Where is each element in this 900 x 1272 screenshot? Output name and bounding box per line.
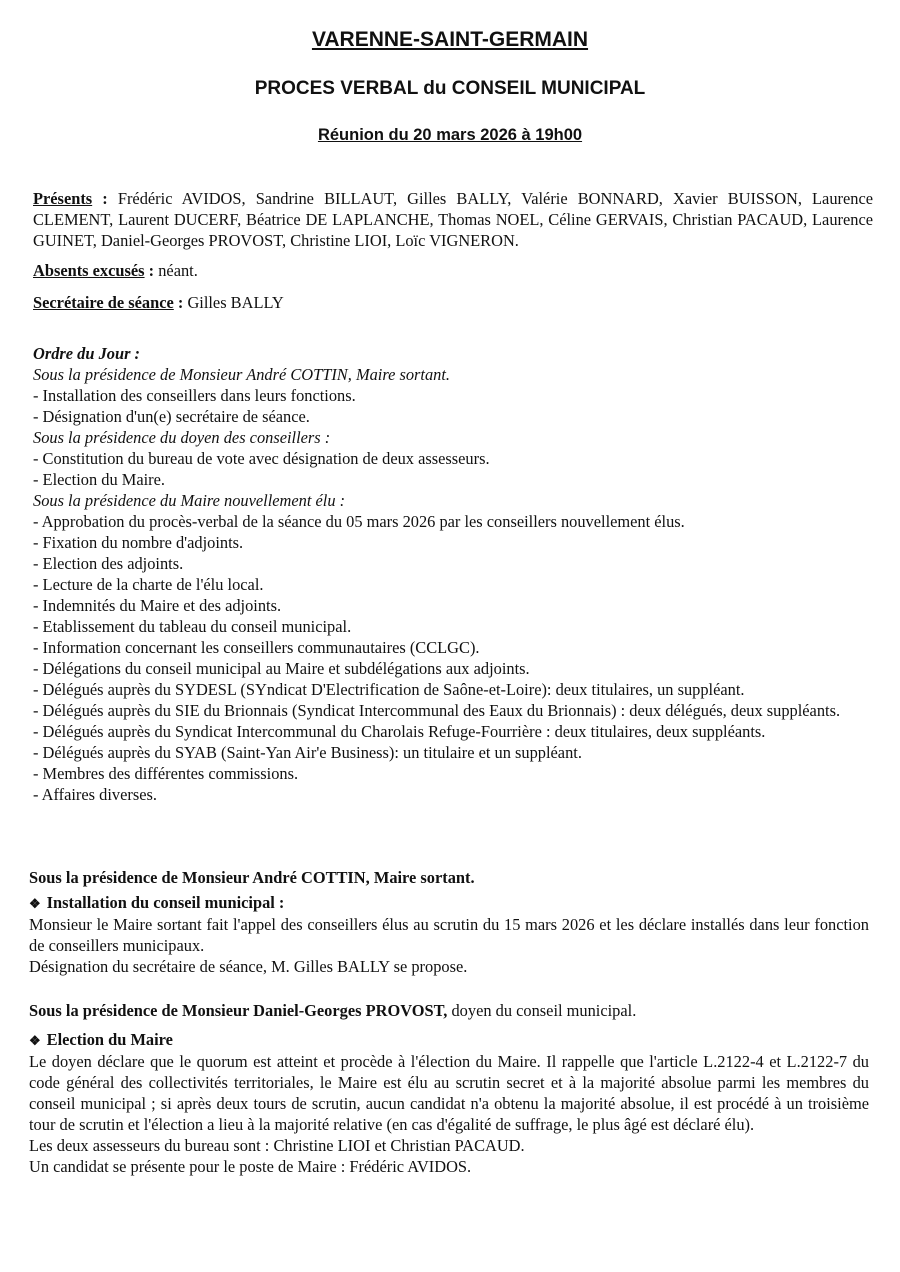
absent-members: Absents excusés : néant. [33, 261, 198, 280]
agenda-item: - Désignation d'un(e) secrétaire de séance. [33, 407, 310, 426]
absent-label: Absents excusés [33, 261, 145, 280]
agenda-item: - Approbation du procès-verbal de la séance du 05 mars 2026 par les conseillers nouvellement élus. [33, 512, 685, 531]
absent-value: néant. [158, 261, 198, 280]
agenda-item: - Installation des conseillers dans leurs fonctions. [33, 386, 356, 405]
diamond-bullet-icon: ❖ [29, 896, 41, 911]
agenda-item: - Election du Maire. [33, 470, 165, 489]
present-members: Présents : Frédéric AVIDOS, Sandrine BILLAUT, Gilles BALLY, Valérie BONNARD, Xavier BUISSON, Laurence CLEMENT, Laurent DUCERF, Béatrice DE LAPLANCHE, Thomas NOEL, Céline GERVAIS, Christian PACAUD, Laurence GUINET, Daniel-Georges PROVOST, Christine LIOI, Loïc VIGNERON. [33, 189, 873, 250]
document-title: PROCES VERBAL du CONSEIL MUNICIPAL [254, 78, 646, 99]
agenda [33, 343, 873, 805]
present-label: Présents [33, 189, 93, 208]
agenda-item: - Lecture de la charte de l'élu local. [33, 575, 264, 594]
diamond-bullet-icon: ❖ [29, 1033, 41, 1048]
paragraph: Désignation du secrétaire de séance, M. Gilles BALLY se propose. [29, 957, 468, 976]
agenda-subheading: Sous la présidence du Maire nouvellement élu : [33, 491, 346, 510]
agenda-item: - Membres des différentes commissions. [33, 764, 299, 783]
agenda-item: - Election des adjoints. [33, 554, 184, 573]
paragraph: Un candidat se présente pour le poste de Maire : Frédéric AVIDOS. [29, 1157, 472, 1176]
agenda-item: - Délégués auprès du SYAB (Saint-Yan Air'e Business): un titulaire et un suppléant. [33, 743, 582, 762]
present-names: Frédéric AVIDOS, Sandrine BILLAUT, Gilles BALLY, Valérie BONNARD, Xavier BUISSON, Laurence CLEMENT, Laurent DUCERF, Béatrice DE LAPLANCHE, Thomas NOEL, Céline GERVAIS, Christian PACAUD, Laurence GUINET, Daniel-Georges PROVOST, Christine LIOI, Loïc VIGNERON. [33, 189, 873, 250]
agenda-item: - Etablissement du tableau du conseil municipal. [33, 617, 352, 636]
item-title: ❖ Installation du conseil municipal : [29, 893, 285, 912]
paragraph: Le doyen déclare que le quorum est atteint et procède à l'élection du Maire. Il rappelle que l'article L.2122-4 et L.2122-7 du code général des collectivités territoriales, le Maire est élu au scrutin secret et à la majorité absolue parmi les membres du conseil municipal ; si après deux tours de scrutin, aucun candidat n'a obtenu la majorité absolue, il est procédé à un troisième tour de scrutin et l'élection a lieu à la majorité relative (en cas d'égalité de suffrage, le plus âgé est déclaré élu). [29, 1052, 869, 1134]
section-dean [29, 1000, 869, 1177]
agenda-item: - Délégations du conseil municipal au Maire et subdélégations aux adjoints. [33, 659, 530, 678]
agenda-item: - Délégués auprès du Syndicat Intercommunal du Charolais Refuge-Fourrière : deux titulaires, deux suppléants. [33, 722, 766, 741]
paragraph: Les deux assesseurs du bureau sont : Christine LIOI et Christian PACAUD. [29, 1136, 525, 1155]
agenda-item: - Délégués auprès du SIE du Brionnais (Syndicat Intercommunal des Eaux du Brionnais) : deux délégués, deux suppléants. [33, 701, 841, 720]
agenda-list [33, 364, 873, 805]
item-title: ❖ Election du Maire [29, 1030, 173, 1049]
agenda-subheading: Sous la présidence de Monsieur André COTTIN, Maire sortant. [33, 365, 451, 384]
agenda-title: Ordre du Jour : [33, 344, 141, 363]
section-title: Sous la présidence de Monsieur Daniel-Georges PROVOST, doyen du conseil municipal. [29, 1001, 637, 1020]
section-outgoing-mayor [29, 867, 869, 977]
secretary-label: Secrétaire de séance [33, 293, 174, 312]
agenda-item: - Affaires diverses. [33, 785, 157, 804]
paragraph: Monsieur le Maire sortant fait l'appel des conseillers élus au scrutin du 15 mars 2026 et les déclare installés dans leur fonction de conseillers municipaux. [29, 915, 869, 955]
agenda-item: - Information concernant les conseillers communautaires (CCLGC). [33, 638, 480, 657]
secretary-value: Gilles BALLY [187, 293, 284, 312]
agenda-item: - Constitution du bureau de vote avec désignation de deux assesseurs. [33, 449, 490, 468]
agenda-item: - Délégués auprès du SYDESL (SYndicat D'Electrification de Saône-et-Loire): deux titulaires, un suppléant. [33, 680, 745, 699]
session-secretary: Secrétaire de séance : Gilles BALLY [33, 293, 284, 312]
agenda-item: - Fixation du nombre d'adjoints. [33, 533, 244, 552]
meeting-date: Réunion du 20 mars 2026 à 19h00 [317, 126, 583, 144]
agenda-subheading: Sous la présidence du doyen des conseillers : [33, 428, 331, 447]
section-title: Sous la présidence de Monsieur André COTTIN, Maire sortant. [29, 868, 475, 887]
agenda-item: - Indemnités du Maire et des adjoints. [33, 596, 282, 615]
commune-name: VARENNE-SAINT-GERMAIN [311, 28, 589, 51]
